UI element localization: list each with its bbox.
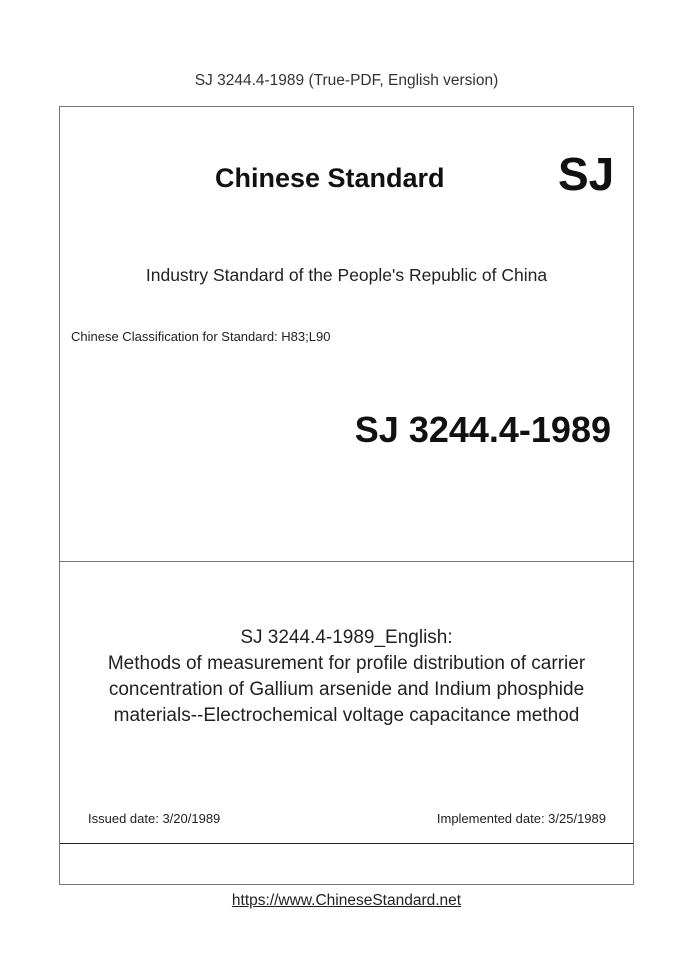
issued-date: Issued date: 3/20/1989 bbox=[88, 811, 221, 826]
standard-number: SJ 3244.4-1989 bbox=[354, 409, 611, 450]
standard-code-mark: SJ bbox=[558, 148, 615, 200]
website-link[interactable]: https://www.ChineseStandard.net bbox=[231, 892, 462, 909]
description-line: Methods of measurement for profile distribution of carrier bbox=[107, 653, 586, 674]
page-header: SJ 3244.4-1989 (True-PDF, English version) bbox=[194, 72, 499, 89]
standard-description bbox=[60, 625, 633, 729]
classification-line: Chinese Classification for Standard: H83;L90 bbox=[71, 329, 331, 344]
cover-title: Chinese Standard bbox=[215, 163, 445, 193]
footer bbox=[0, 892, 693, 910]
description-line: materials--Electrochemical voltage capacitance method bbox=[113, 705, 580, 726]
standard-cover-frame bbox=[59, 106, 634, 885]
cover-subtitle: Industry Standard of the People's Republic of China bbox=[145, 265, 548, 285]
section-divider bbox=[60, 561, 633, 562]
bottom-divider bbox=[60, 843, 633, 844]
implemented-date: Implemented date: 3/25/1989 bbox=[436, 811, 606, 826]
description-line: concentration of Gallium arsenide and Indium phosphide bbox=[108, 679, 585, 700]
description-line: SJ 3244.4-1989_English: bbox=[240, 627, 453, 648]
